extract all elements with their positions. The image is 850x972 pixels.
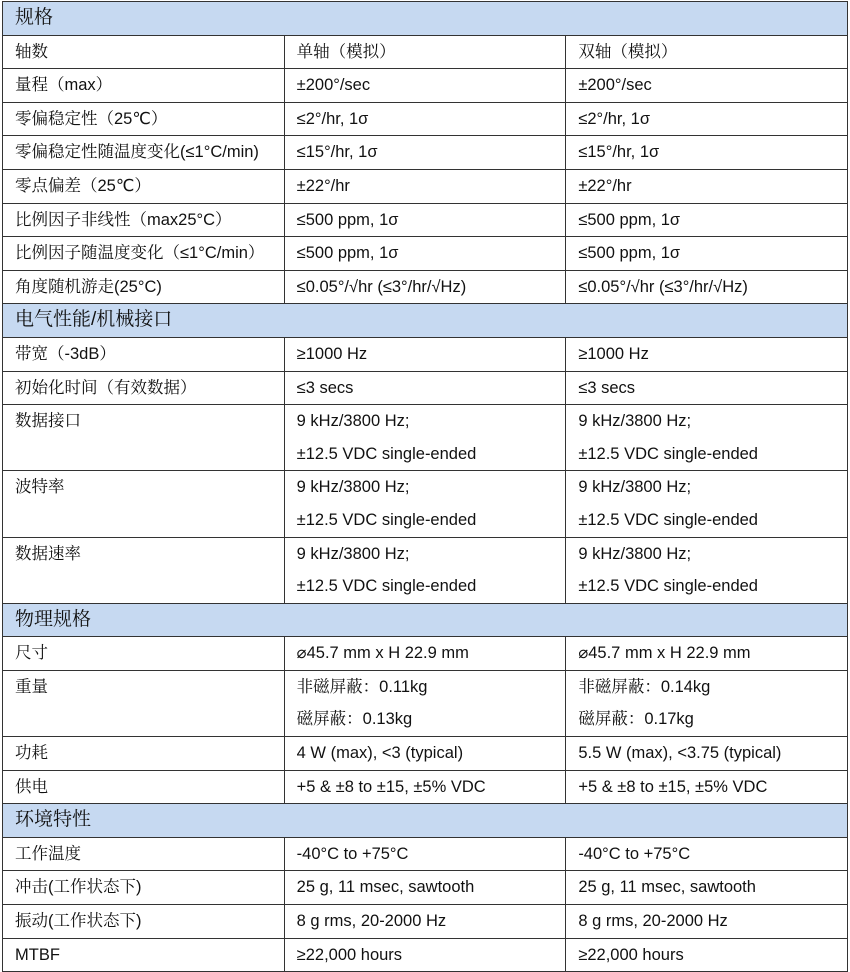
table-row	[3, 637, 848, 671]
dual-axis-value-cell	[566, 337, 848, 371]
dual-axis-value: ≤500 ppm, 1σ	[578, 244, 681, 263]
single-axis-value-cell	[284, 737, 566, 771]
single-axis-value: ±12.5 VDC single-ended	[296, 577, 477, 596]
table-row	[3, 337, 848, 371]
dual-axis-value-cell	[566, 270, 848, 304]
single-axis-value-cell	[284, 35, 566, 69]
dual-axis-value: ±12.5 VDC single-ended	[578, 577, 758, 596]
dual-axis-value-cell	[566, 35, 848, 69]
dual-axis-value: 5.5 W (max), <3.75 (typical)	[578, 744, 782, 763]
row-label: 初始化时间（有效数据）	[3, 371, 285, 405]
single-axis-value: +5 & ±8 to ±15, ±5% VDC	[296, 777, 486, 796]
section-title: 电气性能/机械接口	[3, 304, 848, 338]
row-label: 功耗	[3, 737, 285, 771]
row-label: 数据速率	[3, 537, 285, 603]
dual-axis-value-cell	[566, 737, 848, 771]
row-label: 尺寸	[3, 637, 285, 671]
dual-axis-value: 9 kHz/3800 Hz;	[578, 544, 692, 563]
table-row	[3, 237, 848, 271]
single-axis-value: ≥1000 Hz	[296, 344, 368, 363]
single-axis-value: ≤500 ppm, 1σ	[296, 244, 399, 263]
dual-axis-value-cell	[566, 905, 848, 939]
dual-axis-value: ≥1000 Hz	[578, 344, 649, 363]
dual-axis-value-cell	[566, 169, 848, 203]
single-axis-value-cell	[284, 938, 566, 972]
single-axis-value-cell	[284, 169, 566, 203]
dual-axis-value-cell	[566, 938, 848, 972]
dual-axis-value: ≤0.05°/√hr (≤3°/hr/√Hz)	[578, 277, 748, 296]
section-title: 物理规格	[3, 603, 848, 637]
dual-axis-value: 非磁屏蔽：0.14kg	[578, 677, 711, 696]
single-axis-value: 4 W (max), <3 (typical)	[296, 744, 464, 763]
dual-axis-value-cell	[566, 871, 848, 905]
dual-axis-value-cell	[566, 69, 848, 103]
single-axis-value: 9 kHz/3800 Hz;	[296, 544, 410, 563]
single-axis-value-cell	[284, 837, 566, 871]
dual-axis-value: +5 & ±8 to ±15, ±5% VDC	[578, 777, 768, 796]
row-label: 零点偏差（25℃）	[3, 169, 285, 203]
dual-axis-value: 9 kHz/3800 Hz;	[578, 478, 692, 497]
single-axis-value-cell	[284, 203, 566, 237]
single-axis-value-cell	[284, 871, 566, 905]
dual-axis-value-cell	[566, 537, 848, 603]
dual-axis-value: ⌀45.7 mm x H 22.9 mm	[578, 644, 751, 663]
table-row	[3, 938, 848, 972]
single-axis-value: -40°C to +75°C	[296, 844, 409, 863]
dual-axis-value-cell	[566, 837, 848, 871]
table-row	[3, 670, 848, 736]
table-row	[3, 737, 848, 771]
dual-axis-value-cell	[566, 670, 848, 736]
single-axis-value-cell	[284, 405, 566, 471]
single-axis-value-cell	[284, 537, 566, 603]
single-axis-value: 磁屏蔽：0.13kg	[296, 710, 413, 729]
single-axis-value: 单轴（模拟）	[296, 42, 396, 61]
table-row	[3, 837, 848, 871]
dual-axis-value: 9 kHz/3800 Hz;	[578, 412, 692, 431]
row-label: 振动(工作状态下)	[3, 905, 285, 939]
row-label: 轴数	[3, 35, 285, 69]
single-axis-value: 9 kHz/3800 Hz;	[296, 478, 410, 497]
dual-axis-value: -40°C to +75°C	[578, 844, 691, 863]
single-axis-value: 8 g rms, 20-2000 Hz	[296, 912, 447, 931]
row-label: 冲击(工作状态下)	[3, 871, 285, 905]
row-label: 带宽（-3dB）	[3, 337, 285, 371]
table-row	[3, 169, 848, 203]
table-row	[3, 203, 848, 237]
dual-axis-value: ±200°/sec	[578, 76, 652, 95]
section-header-row	[3, 304, 848, 338]
single-axis-value: ≥22,000 hours	[296, 945, 403, 964]
table-row	[3, 905, 848, 939]
single-axis-value: ⌀45.7 mm x H 22.9 mm	[296, 644, 469, 663]
row-label: 比例因子随温度变化（≤1°C/min）	[3, 237, 285, 271]
dual-axis-value-cell	[566, 102, 848, 136]
single-axis-value-cell	[284, 270, 566, 304]
dual-axis-value: ≤3 secs	[578, 378, 636, 397]
row-label: 零偏稳定性随温度变化(≤1°C/min)	[3, 136, 285, 170]
table-row	[3, 871, 848, 905]
row-label: 工作温度	[3, 837, 285, 871]
single-axis-value-cell	[284, 637, 566, 671]
single-axis-value: ±12.5 VDC single-ended	[296, 510, 477, 529]
table-row	[3, 102, 848, 136]
section-header-row	[3, 2, 848, 36]
single-axis-value-cell	[284, 371, 566, 405]
table-row	[3, 35, 848, 69]
single-axis-value: ≤0.05°/√hr (≤3°/hr/√Hz)	[296, 277, 467, 296]
single-axis-value: 非磁屏蔽：0.11kg	[296, 677, 428, 696]
single-axis-value: ±12.5 VDC single-ended	[296, 444, 477, 463]
single-axis-value: 25 g, 11 msec, sawtooth	[296, 878, 475, 897]
spec-table-body	[3, 2, 848, 972]
dual-axis-value: 8 g rms, 20-2000 Hz	[578, 912, 728, 931]
single-axis-value: 9 kHz/3800 Hz;	[296, 412, 410, 431]
single-axis-value-cell	[284, 102, 566, 136]
spec-table	[2, 1, 848, 972]
table-row	[3, 770, 848, 804]
table-row	[3, 405, 848, 471]
table-row	[3, 471, 848, 537]
dual-axis-value-cell	[566, 637, 848, 671]
dual-axis-value: ≤15°/hr, 1σ	[578, 143, 660, 162]
single-axis-value-cell	[284, 471, 566, 537]
row-label: 角度随机游走(25°C)	[3, 270, 285, 304]
single-axis-value-cell	[284, 237, 566, 271]
dual-axis-value-cell	[566, 471, 848, 537]
single-axis-value-cell	[284, 770, 566, 804]
section-title: 环境特性	[3, 804, 848, 838]
single-axis-value: ±22°/hr	[296, 176, 350, 195]
dual-axis-value-cell	[566, 237, 848, 271]
table-row	[3, 69, 848, 103]
single-axis-value: ±200°/sec	[296, 76, 371, 95]
section-title: 规格	[3, 2, 848, 36]
row-label: 重量	[3, 670, 285, 736]
single-axis-value: ≤500 ppm, 1σ	[296, 210, 399, 229]
dual-axis-value-cell	[566, 405, 848, 471]
dual-axis-value: 磁屏蔽：0.17kg	[578, 710, 694, 729]
row-label: 波特率	[3, 471, 285, 537]
single-axis-value-cell	[284, 69, 566, 103]
dual-axis-value: ±12.5 VDC single-ended	[578, 444, 758, 463]
row-label: 比例因子非线性（max25°C）	[3, 203, 285, 237]
single-axis-value: ≤15°/hr, 1σ	[296, 143, 378, 162]
table-row	[3, 371, 848, 405]
row-label: 零偏稳定性（25℃）	[3, 102, 285, 136]
row-label: MTBF	[3, 938, 285, 972]
dual-axis-value: 双轴（模拟）	[578, 42, 678, 61]
row-label: 量程（max）	[3, 69, 285, 103]
table-row	[3, 537, 848, 603]
dual-axis-value: ≤2°/hr, 1σ	[578, 109, 651, 128]
single-axis-value-cell	[284, 136, 566, 170]
dual-axis-value-cell	[566, 136, 848, 170]
table-row	[3, 136, 848, 170]
single-axis-value: ≤3 secs	[296, 378, 354, 397]
dual-axis-value: ≤500 ppm, 1σ	[578, 210, 681, 229]
section-header-row	[3, 603, 848, 637]
single-axis-value-cell	[284, 670, 566, 736]
single-axis-value: ≤2°/hr, 1σ	[296, 109, 369, 128]
dual-axis-value: ±12.5 VDC single-ended	[578, 510, 758, 529]
row-label: 数据接口	[3, 405, 285, 471]
single-axis-value-cell	[284, 905, 566, 939]
dual-axis-value-cell	[566, 203, 848, 237]
dual-axis-value-cell	[566, 770, 848, 804]
table-row	[3, 270, 848, 304]
dual-axis-value-cell	[566, 371, 848, 405]
dual-axis-value: ≥22,000 hours	[578, 945, 684, 964]
single-axis-value-cell	[284, 337, 566, 371]
dual-axis-value: ±22°/hr	[578, 176, 632, 195]
dual-axis-value: 25 g, 11 msec, sawtooth	[578, 878, 756, 897]
section-header-row	[3, 804, 848, 838]
row-label: 供电	[3, 770, 285, 804]
